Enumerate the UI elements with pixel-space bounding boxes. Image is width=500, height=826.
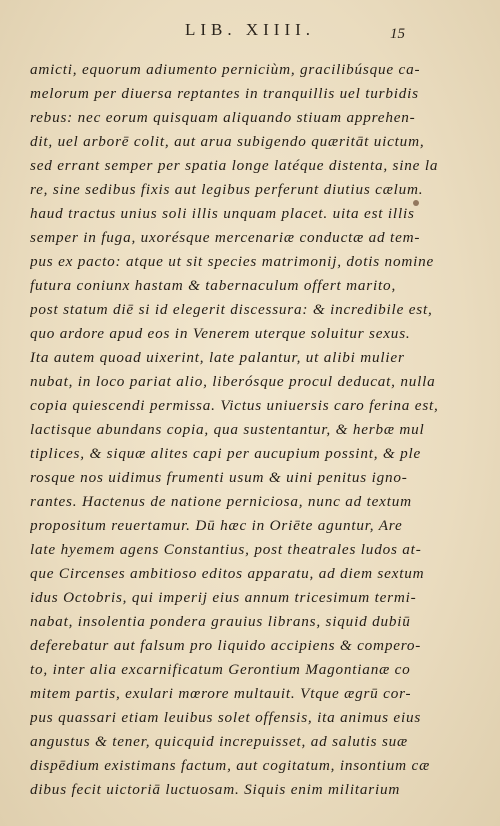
text-line: deferebatur aut falsum pro liquido accipiens & compero- (30, 637, 422, 654)
text-line: re, sine sedibus fixis aut legibus perferunt diutius cælum. (30, 181, 424, 198)
text-line: pus ex pacto: atque ut sit species matrimonij, dotis nomine (30, 253, 435, 270)
text-line: rebus: nec eorum quisquam aliquando stiuam apprehen- (30, 109, 416, 126)
body-text (30, 58, 470, 802)
text-line: idus Octobris, qui imperij eius annum tricesimum termi- (30, 589, 417, 606)
text-line: dispēdium existimans factum, aut cogitatum, insontium cæ (30, 757, 430, 774)
text-line: rosque nos uidimus frumenti usum & uini penitus igno- (30, 469, 408, 486)
text-line: nubat, in loco pariat alio, liberósque procul deducat, nulla (30, 373, 436, 390)
text-line: amicti, equorum adiumento perniciùm, gracilibúsque ca- (30, 61, 421, 78)
text-line: to, inter alia excarnificatum Gerontium Magontianæ co (30, 661, 411, 678)
text-line: futura coniunx hastam & tabernaculum offert marito, (30, 277, 397, 294)
text-line: post statum diē si id elegerit discessura: & incredibile est, (30, 301, 433, 318)
page-number: 15 (390, 26, 405, 42)
text-line: haud tractus unius soli illis unquam placet. uita est illis (30, 205, 415, 222)
text-line: que Circenses ambitioso editos apparatu, ad diem sextum (30, 565, 425, 582)
text-line: propositum reuertamur. Dū hæc in Oriēte aguntur, Are (30, 517, 403, 534)
text-line: copia quiescendi permissa. Victus uniuersis caro ferina est, (30, 397, 439, 414)
text-line: angustus & tener, quicquid increpuisset, ad salutis suæ (30, 733, 408, 750)
text-line: sed errant semper per spatia longe latéque distenta, sine la (30, 157, 439, 174)
text-line: dit, uel arborē colit, aut arua subigendo quæritāt uictum, (30, 133, 425, 150)
text-line: late hyemem agens Constantius, post theatrales ludos at- (30, 541, 422, 558)
text-line: rantes. Hactenus de natione perniciosa, nunc ad textum (30, 493, 412, 510)
text-line: lactisque abundans copia, qua sustentantur, & herbæ mul (30, 421, 425, 438)
text-line: nabat, insolentia pondera grauius librans, siquid dubiū (30, 613, 411, 630)
text-line: semper in fuga, uxorésque mercenariæ conductæ ad tem- (30, 229, 421, 246)
text-line: melorum per diuersa reptantes in tranquillis uel turbidis (30, 85, 419, 102)
text-line: quo ardore apud eos in Venerem uterque soluitur sexus. (30, 325, 411, 342)
text-line: pus quassari etiam leuibus solet offensis, ita animus eius (30, 709, 422, 726)
text-line: tiplices, & siquæ alites capi per aucupium possint, & ple (30, 445, 422, 462)
text-line: dibus fecit uictoriā luctuosam. Siquis enim militarium (30, 781, 401, 798)
text-line: Ita autem quoad uixerint, late palantur, ut alibi mulier (30, 349, 405, 366)
text-line: mitem partis, exulari mœrore multauit. Vtque ægrū cor- (30, 685, 412, 702)
running-title: LIB. XIIII. (184, 20, 316, 39)
